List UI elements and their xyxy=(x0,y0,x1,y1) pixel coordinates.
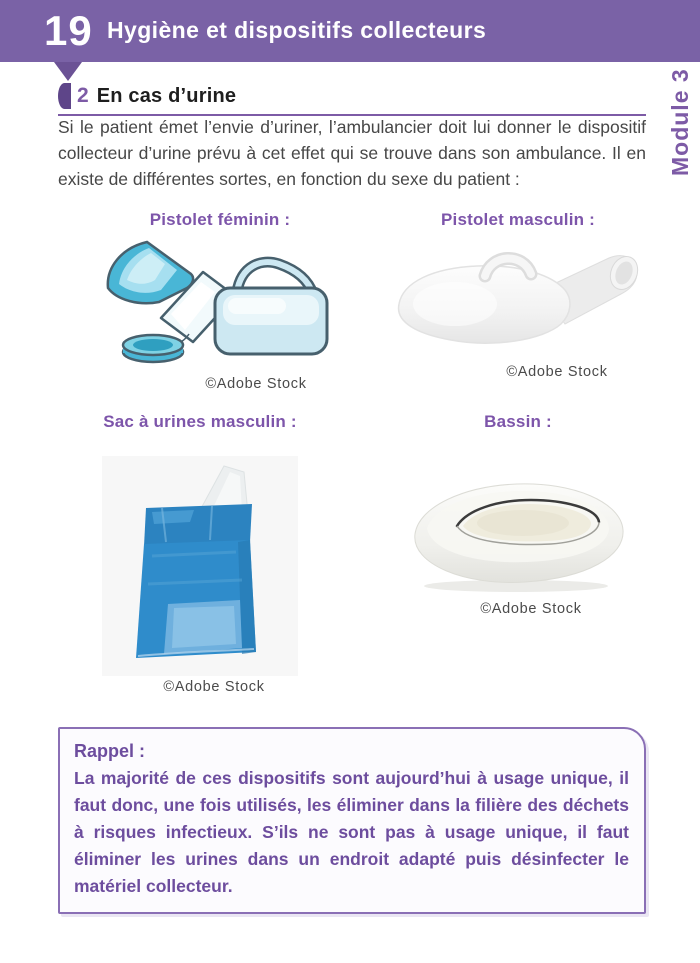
rappel-title: Rappel : xyxy=(74,741,146,761)
figure-sac-a-urines xyxy=(75,412,325,695)
figure-bassin xyxy=(390,412,646,617)
rappel-box xyxy=(58,727,646,914)
figure-credit: ©Adobe Stock xyxy=(480,601,582,617)
figure-label: Pistolet masculin : xyxy=(440,210,595,229)
section-number: 2 xyxy=(77,84,89,107)
bedpan-photo xyxy=(401,466,636,594)
module-tab: Module 3 xyxy=(667,68,693,176)
banner-pointer-icon xyxy=(54,62,82,81)
figure-credit: ©Adobe Stock xyxy=(163,679,265,695)
photo-background xyxy=(102,456,298,676)
intro-paragraph: Si le patient émet l’envie d’uriner, l’ambulancier doit lui donner le dispositif collecteur d’urine prévu à cet effet qui se trouve dans son ambulance. Il en existe de différentes sortes, en fonction du sexe du patient : xyxy=(58,117,646,189)
figure-label: Sac à urines masculin : xyxy=(103,412,297,431)
figure-credit: ©Adobe Stock xyxy=(205,376,307,392)
section-title: En cas d’urine xyxy=(96,84,237,107)
section-header xyxy=(58,83,646,116)
chapter-number: 19 xyxy=(44,7,93,54)
chapter-title: Hygiène et dispositifs collecteurs xyxy=(107,17,487,43)
rappel-body: La majorité de ces dispositifs sont aujourd’hui à usage unique, il faut donc, une fois utilisés, les éliminer dans la filière des déchets à risques infectieux. S’ils ne sont pas à usage unique, il faut éliminer les urines dans un endroit adapté puis désinfecter le matériel collecteur. xyxy=(74,768,629,896)
chapter-banner xyxy=(0,0,700,62)
figure-credit: ©Adobe Stock xyxy=(506,364,608,380)
urine-bag-photo xyxy=(102,456,298,676)
female-urinal-illustration xyxy=(103,238,338,368)
figure-pistolet-masculin xyxy=(390,210,646,380)
figure-pistolet-feminin xyxy=(95,210,345,392)
section-bullet-icon xyxy=(58,83,71,109)
figure-label: Bassin : xyxy=(484,412,552,431)
male-urinal-photo xyxy=(393,246,643,358)
figure-label: Pistolet féminin : xyxy=(149,210,291,229)
